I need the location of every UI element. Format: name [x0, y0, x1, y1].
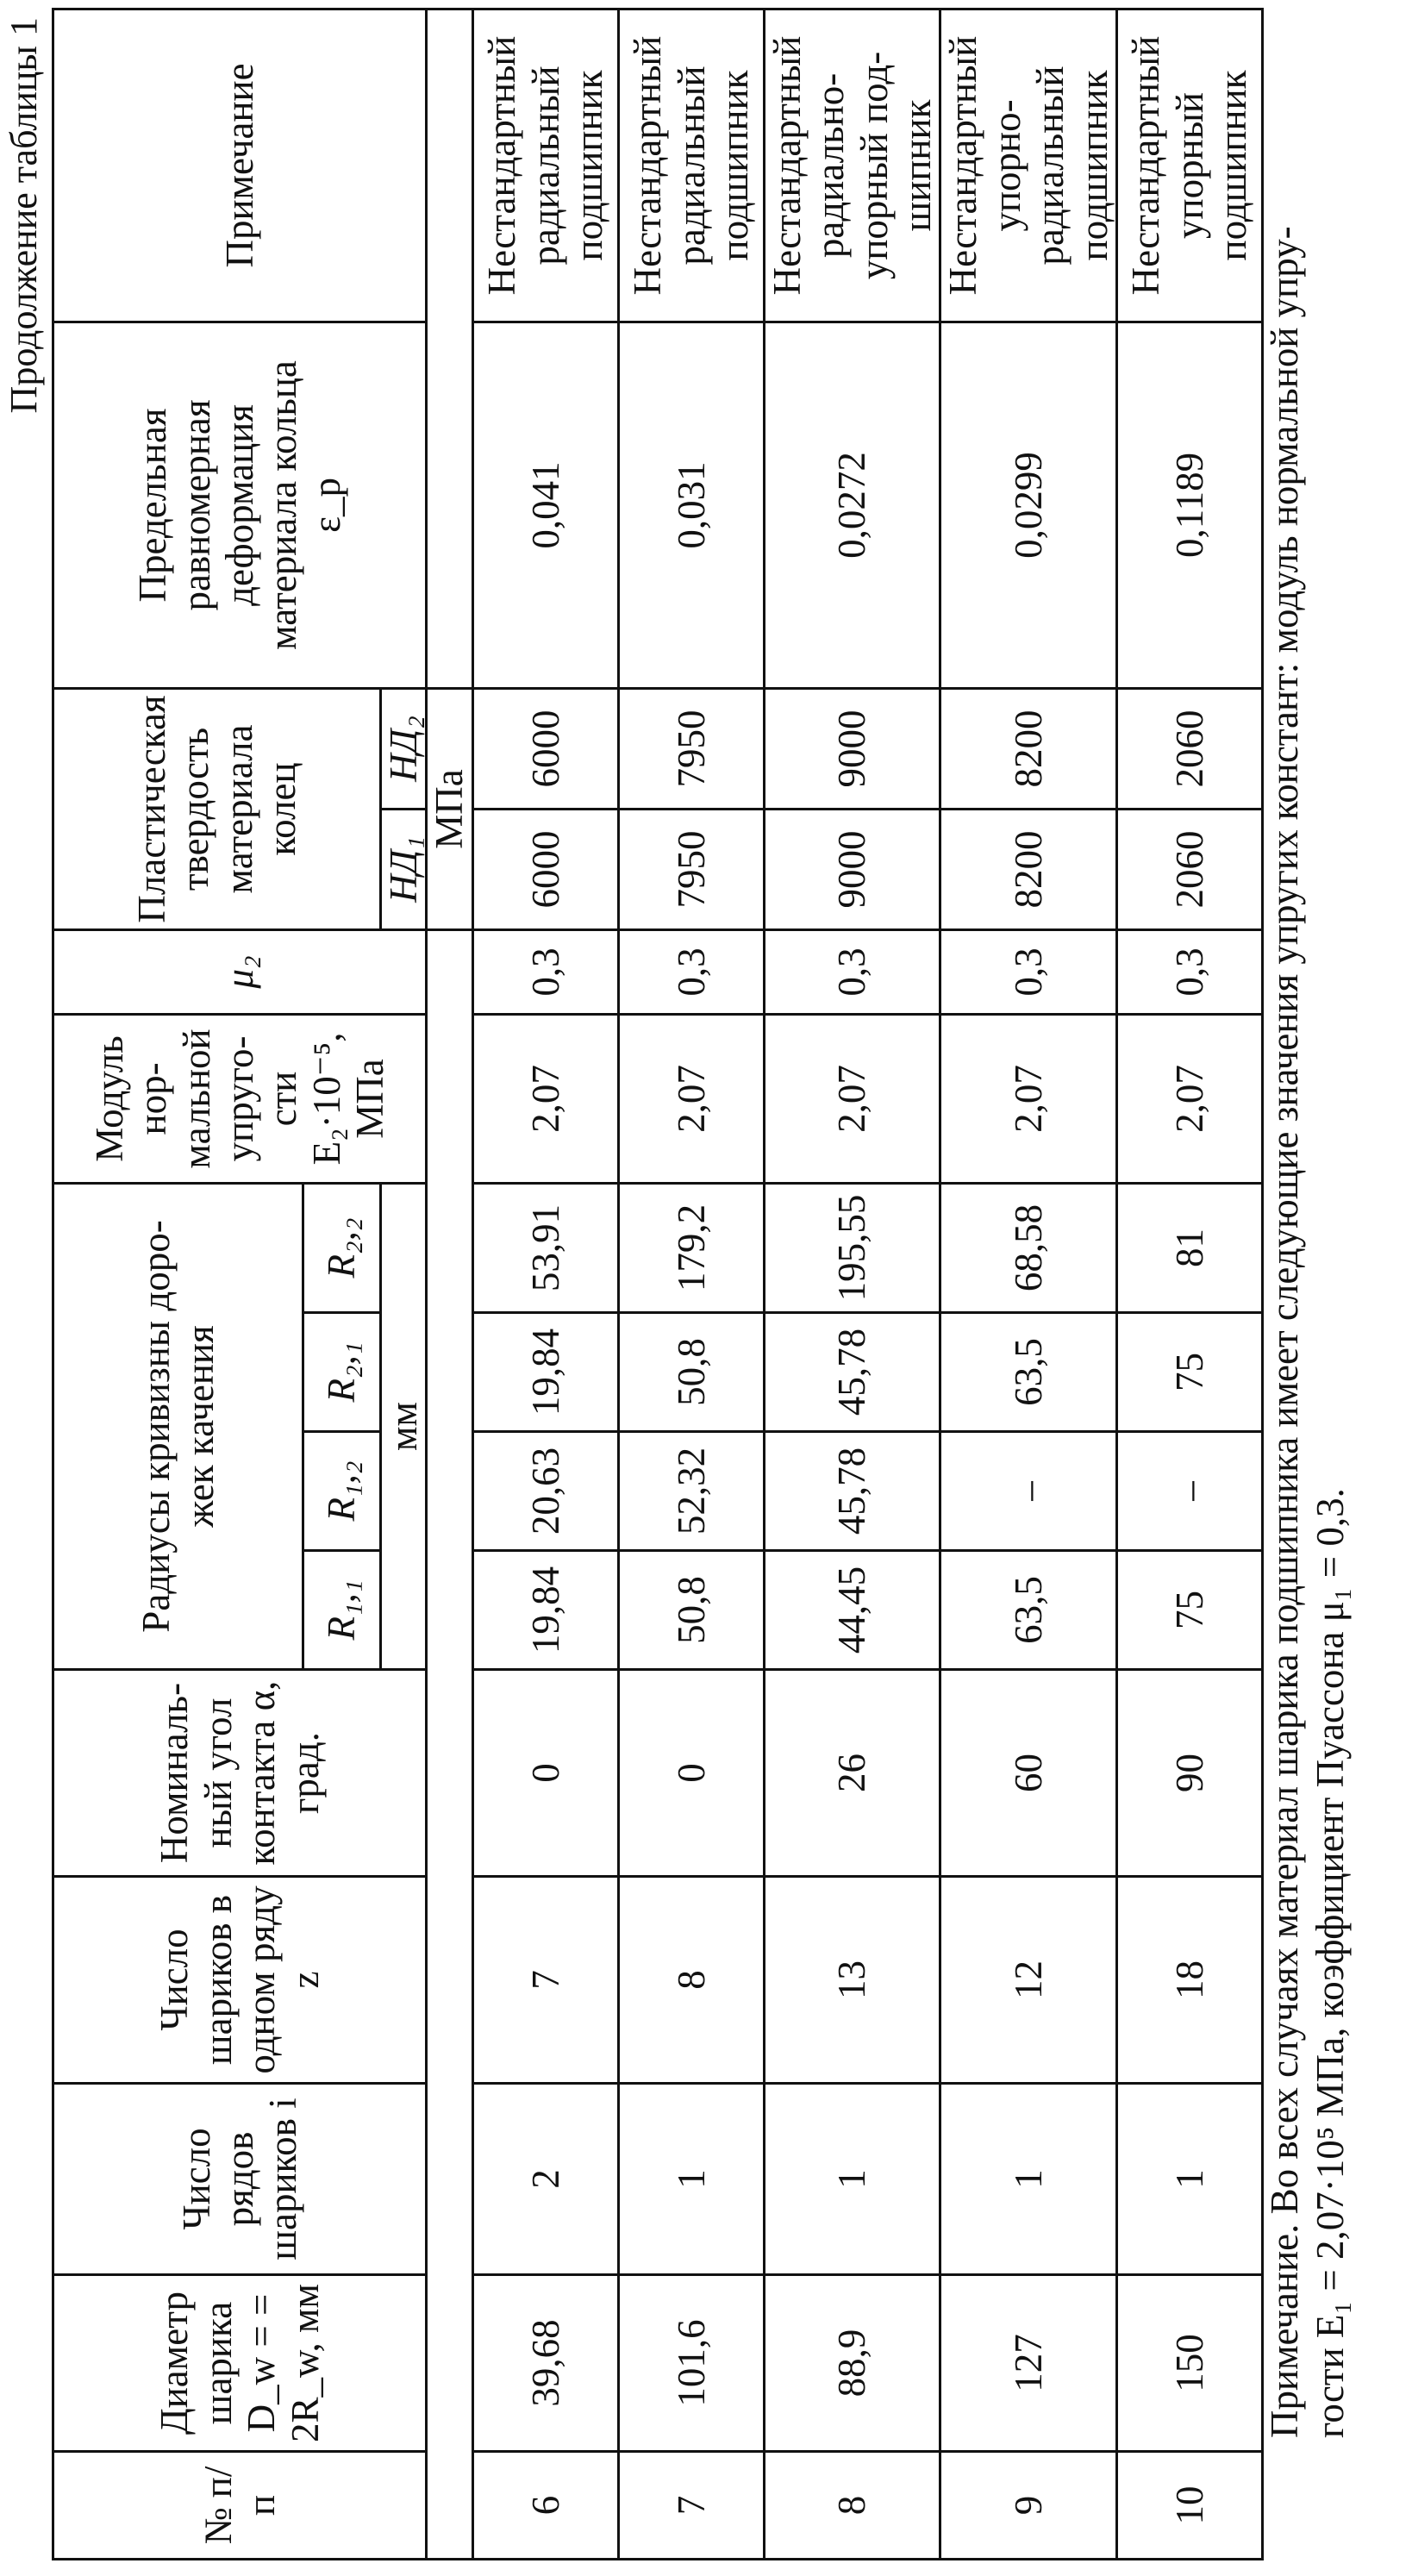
cell-modulus: 2,07 — [764, 1014, 940, 1183]
cell-hd1: 8200 — [940, 809, 1117, 929]
cell-angle: 0 — [472, 1670, 618, 1877]
cell-rows: 1 — [618, 2084, 764, 2275]
cell-hd1: 6000 — [472, 809, 618, 929]
cell-deformation: 0,041 — [472, 322, 618, 688]
cell-r21: 50,8 — [618, 1313, 764, 1432]
cell-hd2: 9000 — [764, 688, 940, 809]
cell-diameter: 127 — [940, 2275, 1117, 2452]
header-hd1: НД₁ — [381, 809, 427, 929]
cell-r22: 81 — [1116, 1183, 1262, 1312]
header-spacer — [427, 929, 472, 2559]
header-radii-unit: мм — [381, 1183, 427, 1669]
cell-modulus: 2,07 — [618, 1014, 764, 1183]
cell-balls: 18 — [1116, 1877, 1262, 2084]
cell-hd1: 9000 — [764, 809, 940, 929]
cell-modulus: 2,07 — [472, 1014, 618, 1183]
cell-note: Нестандартный радиальный подшипник — [618, 9, 764, 322]
table-row — [1116, 9, 1262, 2559]
cell-rows: 1 — [1116, 2084, 1262, 2275]
cell-mu2: 0,3 — [940, 929, 1117, 1014]
header-r12: R₁,₂ — [303, 1432, 381, 1551]
cell-hd1: 7950 — [618, 809, 764, 929]
cell-angle: 90 — [1116, 1670, 1262, 1877]
cell-balls: 12 — [940, 1877, 1117, 2084]
cell-diameter: 39,68 — [472, 2275, 618, 2452]
table-continuation-heading: Продолжение таблицы 1 — [0, 17, 48, 413]
cell-mu2: 0,3 — [764, 929, 940, 1014]
table-row — [472, 9, 618, 2559]
header-hd2: НД₂ — [381, 688, 427, 809]
cell-r21: 75 — [1116, 1313, 1262, 1432]
cell-r11: 19,84 — [472, 1551, 618, 1670]
cell-balls: 13 — [764, 1877, 940, 2084]
header-poisson-ratio: μ₂ — [53, 929, 427, 1014]
header-number: № п/п — [53, 2452, 427, 2560]
cell-angle: 0 — [618, 1670, 764, 1877]
cell-deformation: 0,0299 — [940, 322, 1117, 688]
cell-balls: 8 — [618, 1877, 764, 2084]
footnote-line-1: Примечание. Во всех случаях материал шарика подшипника имеет следующие значения упругих констант: модуль нормальной упру- — [1262, 41, 1308, 2438]
cell-diameter: 101,6 — [618, 2275, 764, 2452]
cell-r11: 44,45 — [764, 1551, 940, 1670]
header-ultimate-deformation: Предельная равномерная деформация материала кольца ε_p — [53, 322, 427, 688]
header-raceway-radii: Радиусы кривизны доро-жек качения — [53, 1183, 303, 1669]
cell-hd2: 2060 — [1116, 688, 1262, 809]
header-r21: R₂,₁ — [303, 1313, 381, 1432]
header-rows-count: Число рядов шариков i — [53, 2084, 427, 2275]
cell-r21: 45,78 — [764, 1313, 940, 1432]
cell-angle: 60 — [940, 1670, 1117, 1877]
cell-modulus: 2,07 — [1116, 1014, 1262, 1183]
header-balls-per-row: Число шариков в одном ряду z — [53, 1877, 427, 2084]
cell-r11: 75 — [1116, 1551, 1262, 1670]
cell-number: 9 — [940, 2452, 1117, 2560]
table-footnote — [1262, 41, 1353, 2438]
cell-r12: – — [940, 1432, 1117, 1551]
cell-hd2: 7950 — [618, 688, 764, 809]
table-row — [940, 9, 1117, 2559]
cell-note: Нестандартный радиально-упорный под-шипник — [764, 9, 940, 322]
cell-rows: 1 — [764, 2084, 940, 2275]
cell-modulus: 2,07 — [940, 1014, 1117, 1183]
cell-number: 7 — [618, 2452, 764, 2560]
cell-r12: 52,32 — [618, 1432, 764, 1551]
cell-deformation: 0,0272 — [764, 322, 940, 688]
cell-number: 8 — [764, 2452, 940, 2560]
cell-hd2: 6000 — [472, 688, 618, 809]
cell-rows: 1 — [940, 2084, 1117, 2275]
cell-deformation: 0,031 — [618, 322, 764, 688]
cell-number: 10 — [1116, 2452, 1262, 2560]
document-page — [0, 0, 1412, 2576]
cell-number: 6 — [472, 2452, 618, 2560]
header-r11: R₁,₁ — [303, 1551, 381, 1670]
table-row — [764, 9, 940, 2559]
cell-diameter: 88,9 — [764, 2275, 940, 2452]
header-ball-diameter: Диаметр шарика D_w = = 2R_w, мм — [53, 2275, 427, 2452]
cell-balls: 7 — [472, 1877, 618, 2084]
cell-r22: 195,55 — [764, 1183, 940, 1312]
cell-r11: 63,5 — [940, 1551, 1117, 1670]
cell-r22: 179,2 — [618, 1183, 764, 1312]
header-contact-angle: Номиналь-ный угол контакта α, град. — [53, 1670, 427, 1877]
cell-r21: 63,5 — [940, 1313, 1117, 1432]
cell-note: Нестандартный упорно-радиальный подшипник — [940, 9, 1117, 322]
cell-diameter: 150 — [1116, 2275, 1262, 2452]
table-row — [618, 9, 764, 2559]
cell-rows: 2 — [472, 2084, 618, 2275]
header-hardness-unit: МПа — [427, 688, 472, 929]
cell-r12: – — [1116, 1432, 1262, 1551]
footnote-line-2: гости E₁ = 2,07·10⁵ МПа, коэффициент Пуассона μ₁ = 0,3. — [1308, 41, 1353, 2438]
cell-angle: 26 — [764, 1670, 940, 1877]
header-r22: R₂,₂ — [303, 1183, 381, 1312]
header-note: Примечание — [53, 9, 427, 322]
header-elastic-modulus: Модуль нор-мальной упруго-сти E₂·10⁻⁵, МПа — [53, 1014, 427, 1183]
cell-hd2: 8200 — [940, 688, 1117, 809]
cell-deformation: 0,1189 — [1116, 322, 1262, 688]
header-plastic-hardness: Пластическая твердость материала колец — [53, 688, 381, 929]
cell-r21: 19,84 — [472, 1313, 618, 1432]
cell-note: Нестандартный упорный подшипник — [1116, 9, 1262, 322]
cell-hd1: 2060 — [1116, 809, 1262, 929]
cell-mu2: 0,3 — [618, 929, 764, 1014]
cell-mu2: 0,3 — [1116, 929, 1262, 1014]
header-spacer-right — [427, 9, 472, 688]
cell-r22: 68,58 — [940, 1183, 1117, 1312]
cell-r12: 45,78 — [764, 1432, 940, 1551]
cell-r11: 50,8 — [618, 1551, 764, 1670]
cell-mu2: 0,3 — [472, 929, 618, 1014]
cell-note: Нестандартный радиальный подшипник — [472, 9, 618, 322]
bearing-parameters-table — [52, 8, 1264, 2560]
cell-r22: 53,91 — [472, 1183, 618, 1312]
cell-r12: 20,63 — [472, 1432, 618, 1551]
